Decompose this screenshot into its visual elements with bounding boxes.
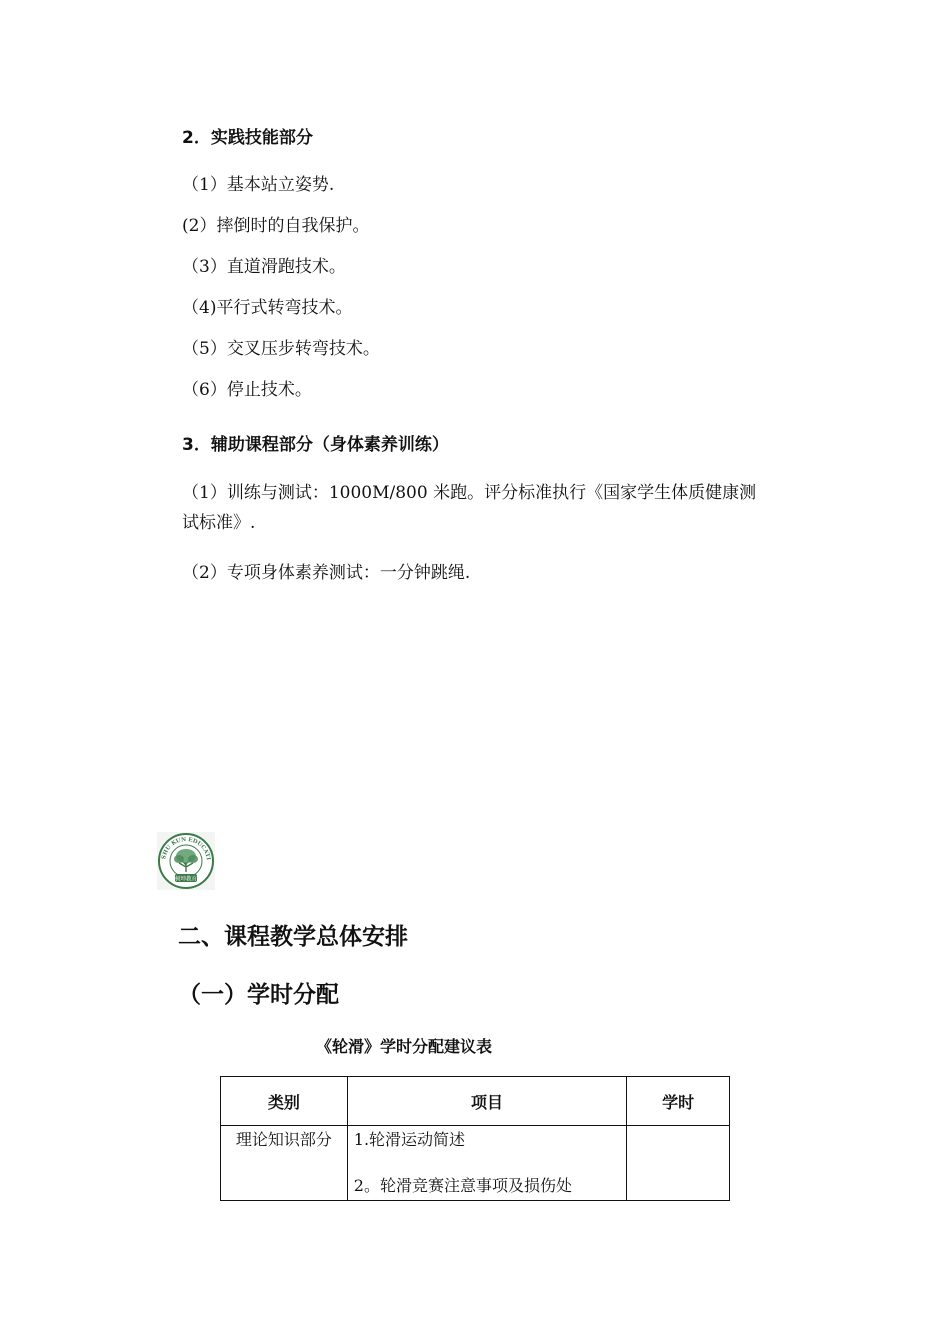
hours-allocation-table <box>220 1076 730 1201</box>
table-row <box>221 1126 730 1201</box>
column-header-item: 项目 <box>347 1077 626 1126</box>
table-cell-hours <box>627 1126 730 1201</box>
practical-skills-item: （3）直道滑跑技术。 <box>182 257 346 277</box>
practical-skills-item: （1）基本站立姿势. <box>182 175 335 195</box>
practical-skills-item: （4)平行式转弯技术。 <box>182 298 353 318</box>
auxiliary-course-item-line: 试标准》. <box>182 513 256 533</box>
column-header-category: 类别 <box>221 1077 348 1126</box>
table-cell-category: 理论知识部分 <box>221 1126 348 1201</box>
auxiliary-course-item-line: （1）训练与测试：1000M/800 米跑。评分标准执行《国家学生体质健康测 <box>182 483 757 503</box>
logo-chinese-text: 树坤教育 <box>174 876 198 883</box>
table-cell-item-line: 2。轮滑竞赛注意事项及损伤处 <box>353 1176 572 1195</box>
auxiliary-course-item <box>182 478 802 538</box>
table-header-row <box>221 1077 730 1126</box>
table-cell-items <box>347 1126 626 1201</box>
table-caption: 《轮滑》学时分配建议表 <box>316 1037 493 1056</box>
practical-skills-item: （6）停止技术。 <box>182 380 312 400</box>
practical-skills-item: (2）摔倒时的自我保护。 <box>182 216 370 236</box>
auxiliary-course-item: （2）专项身体素养测试：一分钟跳绳. <box>182 563 471 583</box>
logo-ring-text: SHU KUN EDUCATI <box>161 836 211 861</box>
practical-skills-item: （5）交叉压步转弯技术。 <box>182 339 380 359</box>
chapter-title: 二、课程教学总体安排 <box>178 924 408 950</box>
auxiliary-course-heading: 3．辅助课程部分（身体素养训练） <box>182 435 449 455</box>
column-header-hours: 学时 <box>627 1077 730 1126</box>
chapter-subtitle: （一）学时分配 <box>178 982 339 1008</box>
practical-skills-heading: 2．实践技能部分 <box>182 128 313 148</box>
table-cell-item-line: 1.轮滑运动简述 <box>353 1130 466 1149</box>
tree-logo-icon <box>157 832 215 890</box>
